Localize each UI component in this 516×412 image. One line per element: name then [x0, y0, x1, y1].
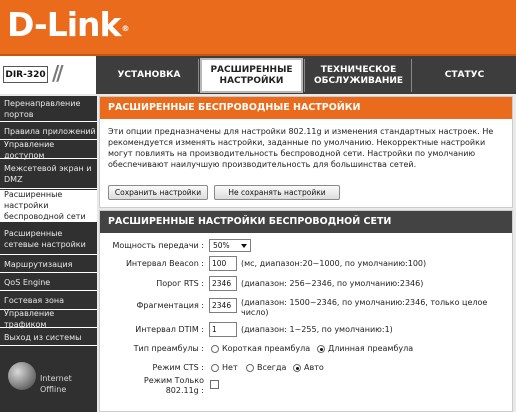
tab-maintenance[interactable]: ТЕХНИЧЕСКОЕ ОБСЛУЖИВАНИЕ — [313, 64, 404, 86]
sidebar-item-application-rules[interactable]: Правила приложений — [0, 123, 97, 140]
tab-advanced[interactable]: РАСШИРЕННЫЕ НАСТРОЙКИ — [200, 58, 303, 93]
sidebar-item-advanced-network[interactable]: Расширенные сетевые настройки — [0, 223, 97, 255]
rts-label: Порог RTS : — [156, 279, 204, 288]
intro-text: Эти опции предназначены для настройки 802.11g и изменения стандартных настроек. Не рекомендуется изменять настройки, заданные по умолчанию. Некорректные настройки могут повлиять на производительность беспроводной сети. Настройки по умолчанию обеспечивают наилучшую производительность для большинства сетей. — [108, 127, 494, 169]
advanced-wireless-form — [99, 210, 513, 412]
sidebar-item-guest-zone[interactable]: Гостевая зона — [0, 292, 97, 310]
internet-status — [40, 373, 72, 395]
sidebar-item-access-control[interactable]: Управление доступом — [0, 141, 97, 159]
rts-input[interactable]: 2346 — [209, 276, 237, 291]
dtim-hint: (диапазон: 1~255, по умолчанию:1) — [241, 325, 393, 334]
cts-none-radio[interactable] — [211, 364, 219, 372]
preamble-long-radio[interactable] — [317, 345, 325, 353]
sidebar-item-qos-engine[interactable]: QoS Engine — [0, 274, 97, 291]
frag-hint: (диапазон: 1500~2346, по умолчанию:2346, только целое число) — [241, 298, 488, 317]
logo-text: D-Link — [7, 5, 121, 44]
dlink-logo — [7, 7, 128, 43]
logo-registered-mark: ® — [121, 24, 129, 33]
cts-always-radio[interactable] — [246, 364, 254, 372]
cancel-button[interactable]: Не сохранять настройки — [214, 185, 340, 200]
tx-power-label: Мощность передачи : — [112, 241, 204, 250]
tx-power-value: 50% — [213, 241, 230, 250]
sidebar-item-routing[interactable]: Маршрутизация — [0, 256, 97, 273]
cts-auto-label: Авто — [304, 363, 324, 372]
internet-globe-icon — [8, 362, 36, 390]
save-button[interactable]: Сохранить настройки — [108, 185, 208, 200]
model-box — [0, 56, 96, 94]
g-only-checkbox[interactable] — [210, 380, 219, 389]
beacon-label: Интервал Beacon : — [125, 259, 204, 268]
tab-divider — [411, 59, 412, 92]
top-nav — [0, 56, 516, 94]
tab-divider — [304, 59, 305, 92]
model-label: DIR-320 — [3, 66, 48, 83]
sidebar-item-advanced-wireless[interactable]: Расширенные настройки беспроводной сети — [0, 190, 97, 222]
internet-status-line1: Internet — [40, 374, 72, 383]
dtim-input[interactable]: 1 — [209, 322, 237, 337]
frag-input[interactable]: 2346 — [209, 298, 237, 313]
g-only-label-line1: Режим Только — [143, 376, 204, 385]
intro-title: РАСШИРЕННЫЕ БЕСПРОВОДНЫЕ НАСТРОЙКИ — [100, 97, 512, 119]
sidebar-item-logout[interactable]: Выход из системы — [0, 329, 97, 346]
sidebar-item-port-forwarding[interactable]: Перенаправление портов — [0, 96, 97, 122]
cts-auto-radio[interactable] — [293, 364, 301, 372]
tab-divider — [198, 59, 199, 92]
preamble-label: Тип преамбулы : — [133, 344, 204, 353]
frag-label: Фрагментация : — [136, 301, 204, 310]
preamble-short-radio[interactable] — [211, 345, 219, 353]
dtim-label: Интервал DTIM : — [135, 325, 204, 334]
cts-label: Режим CTS : — [152, 363, 204, 372]
model-slashes: // — [52, 61, 61, 85]
main-content — [99, 96, 516, 412]
intro-section — [99, 96, 513, 208]
tab-setup[interactable]: УСТАНОВКА — [117, 70, 181, 80]
cts-none-label: Нет — [222, 363, 238, 372]
preamble-short-label: Короткая преамбула — [222, 344, 311, 353]
tab-status[interactable]: СТАТУС — [444, 70, 485, 80]
rts-hint: (диапазон: 256~2346, по умолчанию:2346) — [241, 279, 424, 288]
sidebar-item-traffic-control[interactable]: Управление трафиком — [0, 311, 97, 328]
header-bar — [0, 0, 516, 56]
form-title: РАСШИРЕННЫЕ НАСТРОЙКИ БЕСПРОВОДНОЙ СЕТИ — [100, 211, 512, 233]
preamble-long-label: Длинная преамбула — [328, 344, 414, 353]
internet-status-line2: Offline — [40, 385, 67, 394]
tx-power-select[interactable] — [209, 239, 251, 252]
g-only-label-line2: 802.11g : — [165, 386, 204, 395]
beacon-input[interactable]: 100 — [209, 256, 237, 271]
chevron-down-icon — [241, 244, 247, 248]
g-only-label — [100, 376, 204, 396]
sidebar-item-firewall-dmz[interactable]: Межсетевой экран и DMZ — [0, 160, 97, 189]
beacon-hint: (мс, диапазон:20~1000, по умолчанию:100) — [241, 259, 427, 268]
cts-always-label: Всегда — [257, 363, 287, 372]
